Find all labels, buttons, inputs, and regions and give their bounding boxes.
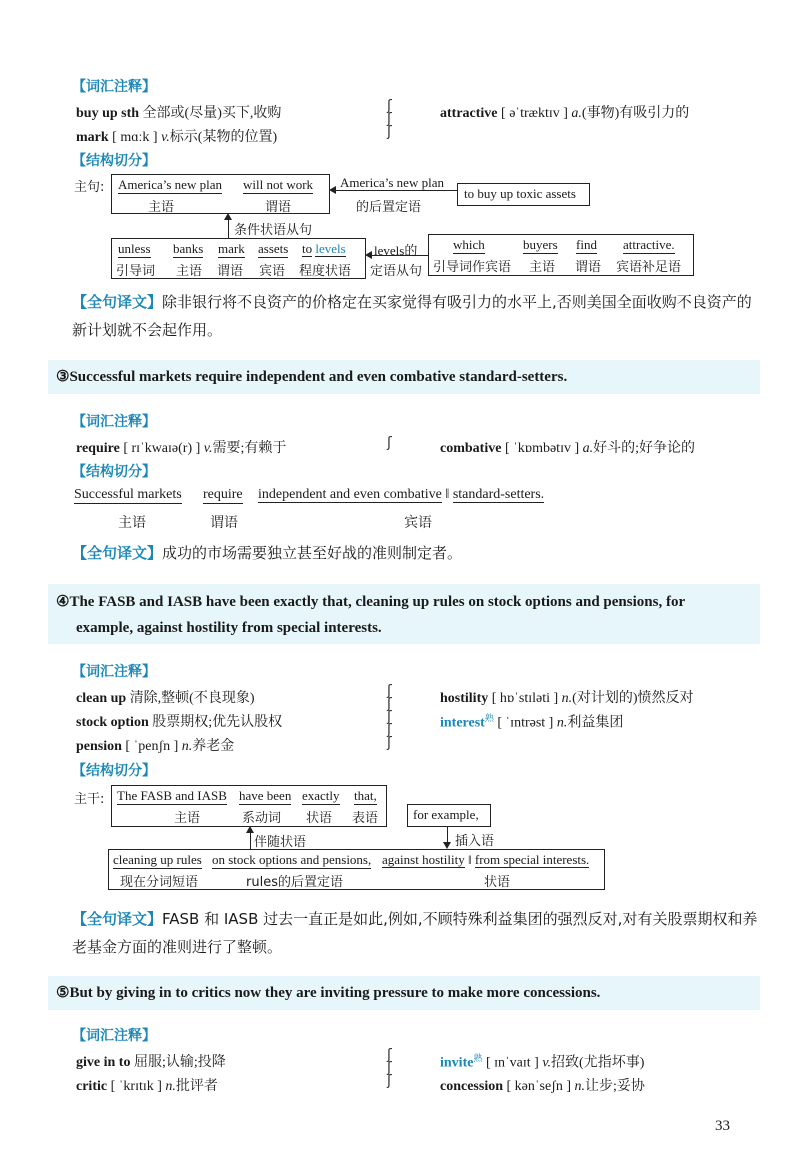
sentence: ④The FASB and IASB have been exactly that, cleaning up rules on stock options and pensions, for example, against hostility from special interests.: [56, 594, 686, 636]
infinitive-phrase: to buy up toxic assets: [464, 186, 576, 201]
clause-word: that,: [354, 788, 377, 803]
subject-word: Successful markets: [74, 487, 182, 502]
subject-label: 主语: [118, 515, 146, 531]
vocab-tag: 【词汇注释】: [72, 1028, 156, 1044]
clause-label: 主语: [176, 264, 203, 279]
sentence: ③Successful markets require independent and even combative standard-setters.: [56, 369, 568, 385]
clause-word: find: [576, 237, 597, 252]
clause-label: 谓语: [575, 260, 602, 275]
connector-line: [228, 219, 229, 238]
arrow-left: [329, 186, 336, 194]
clause-label: 现在分词短语: [120, 875, 199, 890]
structure-tag: 【结构切分】: [72, 153, 156, 169]
clause-label: 宾语补足语: [616, 260, 682, 275]
relative-label: 定语从句: [370, 264, 423, 279]
object-label: 宾语: [404, 515, 432, 531]
clause-word: on stock options and pensions,: [212, 852, 372, 867]
translation: 【全句译文】成功的市场需要独立甚至好战的准则制定者。: [72, 544, 463, 562]
main-trunk-label: 主干:: [74, 792, 105, 807]
clause-word: against hostility ‖ from special interests.: [382, 852, 590, 867]
clause-word: mark: [218, 241, 245, 256]
insert-word: for example,: [413, 807, 479, 822]
vocab-entry: concession [ kənˈseʃn ] n.让步;妥协: [440, 1079, 645, 1094]
vocab-entry: critic [ ˈkrɪtɪk ] n.批评者: [76, 1079, 218, 1094]
postmodifier-label: 的后置定语: [356, 200, 422, 215]
vocab-entry: invite$^熟$ [ ɪnˈvaɪt ] v.招致(尤指坏事): [440, 1053, 645, 1071]
main-clause-label: 主句:: [74, 180, 105, 195]
clause-label: rules的后置定语: [246, 875, 343, 890]
wave-divider: ʃ ʃ ʃ ʃ ʃ: [387, 683, 392, 751]
subject-label: 主语: [148, 200, 175, 215]
clause-label: 引导词: [116, 264, 156, 279]
vocab-entry: stock option 股票期权;优先认股权: [76, 715, 283, 730]
clause-label: 主语: [529, 260, 556, 275]
connector-line: [447, 826, 448, 842]
arrow-left: [365, 251, 372, 259]
accompany-label: 伴随状语: [254, 835, 307, 850]
clause-word: have been: [239, 788, 292, 803]
condition-label: 条件状语从句: [234, 223, 313, 238]
structure-tag: 【结构切分】: [72, 464, 156, 480]
vocab-entry: combative [ ˈkɒmbətɪv ] a.好斗的;好争论的: [440, 441, 696, 456]
clause-label: 程度状语: [299, 264, 352, 279]
clause-word: cleaning up rules: [113, 852, 202, 867]
clause-label: 系动词: [242, 811, 282, 826]
clause-word: buyers: [523, 237, 558, 252]
structure-tag: 【结构切分】: [72, 763, 156, 779]
translation: 【全句译文】FASB 和 IASB 过去一直正是如此,例如,不顾特殊利益集团的强烈反对,对有关股票期权和养老基金方面的准则进行了整顿。: [72, 910, 758, 956]
clause-word: which: [453, 237, 485, 252]
translation: 【全句译文】除非银行将不良资产的价格定在买家觉得有吸引力的水平上,否则美国全面收购不良资产的新计划就不会起作用。: [72, 293, 752, 339]
predicate-label: 谓语: [265, 200, 292, 215]
vocab-entry: pension [ ˈpenʃn ] n.养老金: [76, 739, 235, 754]
clause-label: 引导词作宾语: [433, 260, 512, 275]
vocab-entry: clean up 清除,整顿(不良现象): [76, 691, 255, 706]
vocab-tag: 【词汇注释】: [72, 414, 156, 430]
wave-divider: ʃ ʃ ʃ: [387, 1047, 392, 1089]
clause-label: 状语: [306, 811, 333, 826]
connector-line: [250, 832, 251, 849]
clause-label: 状语: [484, 875, 511, 890]
clause-word: to levels: [302, 241, 346, 256]
clause-word: The FASB and IASB: [117, 788, 227, 803]
vocab-tag: 【词汇注释】: [72, 79, 156, 95]
clause-word: banks: [173, 241, 204, 256]
predicate-label: 谓语: [210, 515, 238, 531]
vocab-entry: give in to 屈服;认输;投降: [76, 1055, 226, 1070]
familiar-badge: 熟: [473, 1053, 483, 1063]
clause-label: 表语: [352, 811, 379, 826]
wave-divider: ʃ: [387, 435, 392, 451]
familiar-badge: 熟: [484, 713, 494, 723]
subject-word: America’s new plan: [118, 177, 222, 192]
page-number: 33: [715, 1118, 730, 1134]
insert-label: 插入语: [455, 834, 495, 849]
predicate-word: will not work: [243, 177, 314, 192]
sentence: ⑤But by giving in to critics now they are inviting pressure to make more concessions.: [56, 985, 601, 1001]
vocab-entry: attractive [ əˈtræktɪv ] a.(事物)有吸引力的: [440, 106, 690, 121]
clause-label: 谓语: [217, 264, 244, 279]
clause-label: 宾语: [259, 264, 286, 279]
clause-word: attractive.: [623, 237, 675, 252]
object-word: independent and even combative ‖ standard-setters.: [258, 487, 545, 502]
vocab-entry: require [ rɪˈkwaɪə(r) ] v.需要;有赖于: [76, 441, 287, 456]
relative-word: levels的: [374, 243, 418, 258]
vocab-entry: mark [ mɑːk ] v.标示(某物的位置): [76, 130, 278, 145]
postmodifier-word: America’s new plan: [340, 175, 444, 190]
clause-label: 主语: [174, 811, 201, 826]
vocab-entry: buy up sth 全部或(尽量)买下,收购: [76, 106, 282, 121]
clause-word: unless: [118, 241, 151, 256]
arrow-down: [443, 842, 451, 849]
clause-word: exactly: [302, 788, 340, 803]
vocab-entry: interest$^熟$ [ ˈɪntrəst ] n.利益集团: [440, 713, 624, 731]
vocab-entry: hostility [ hɒˈstɪləti ] n.(对计划的)愤然反对: [440, 691, 694, 706]
predicate-word: require: [203, 487, 243, 502]
clause-word: assets: [258, 241, 289, 256]
vocab-tag: 【词汇注释】: [72, 664, 156, 680]
wave-divider: ʃ ʃ ʃ: [387, 98, 392, 140]
